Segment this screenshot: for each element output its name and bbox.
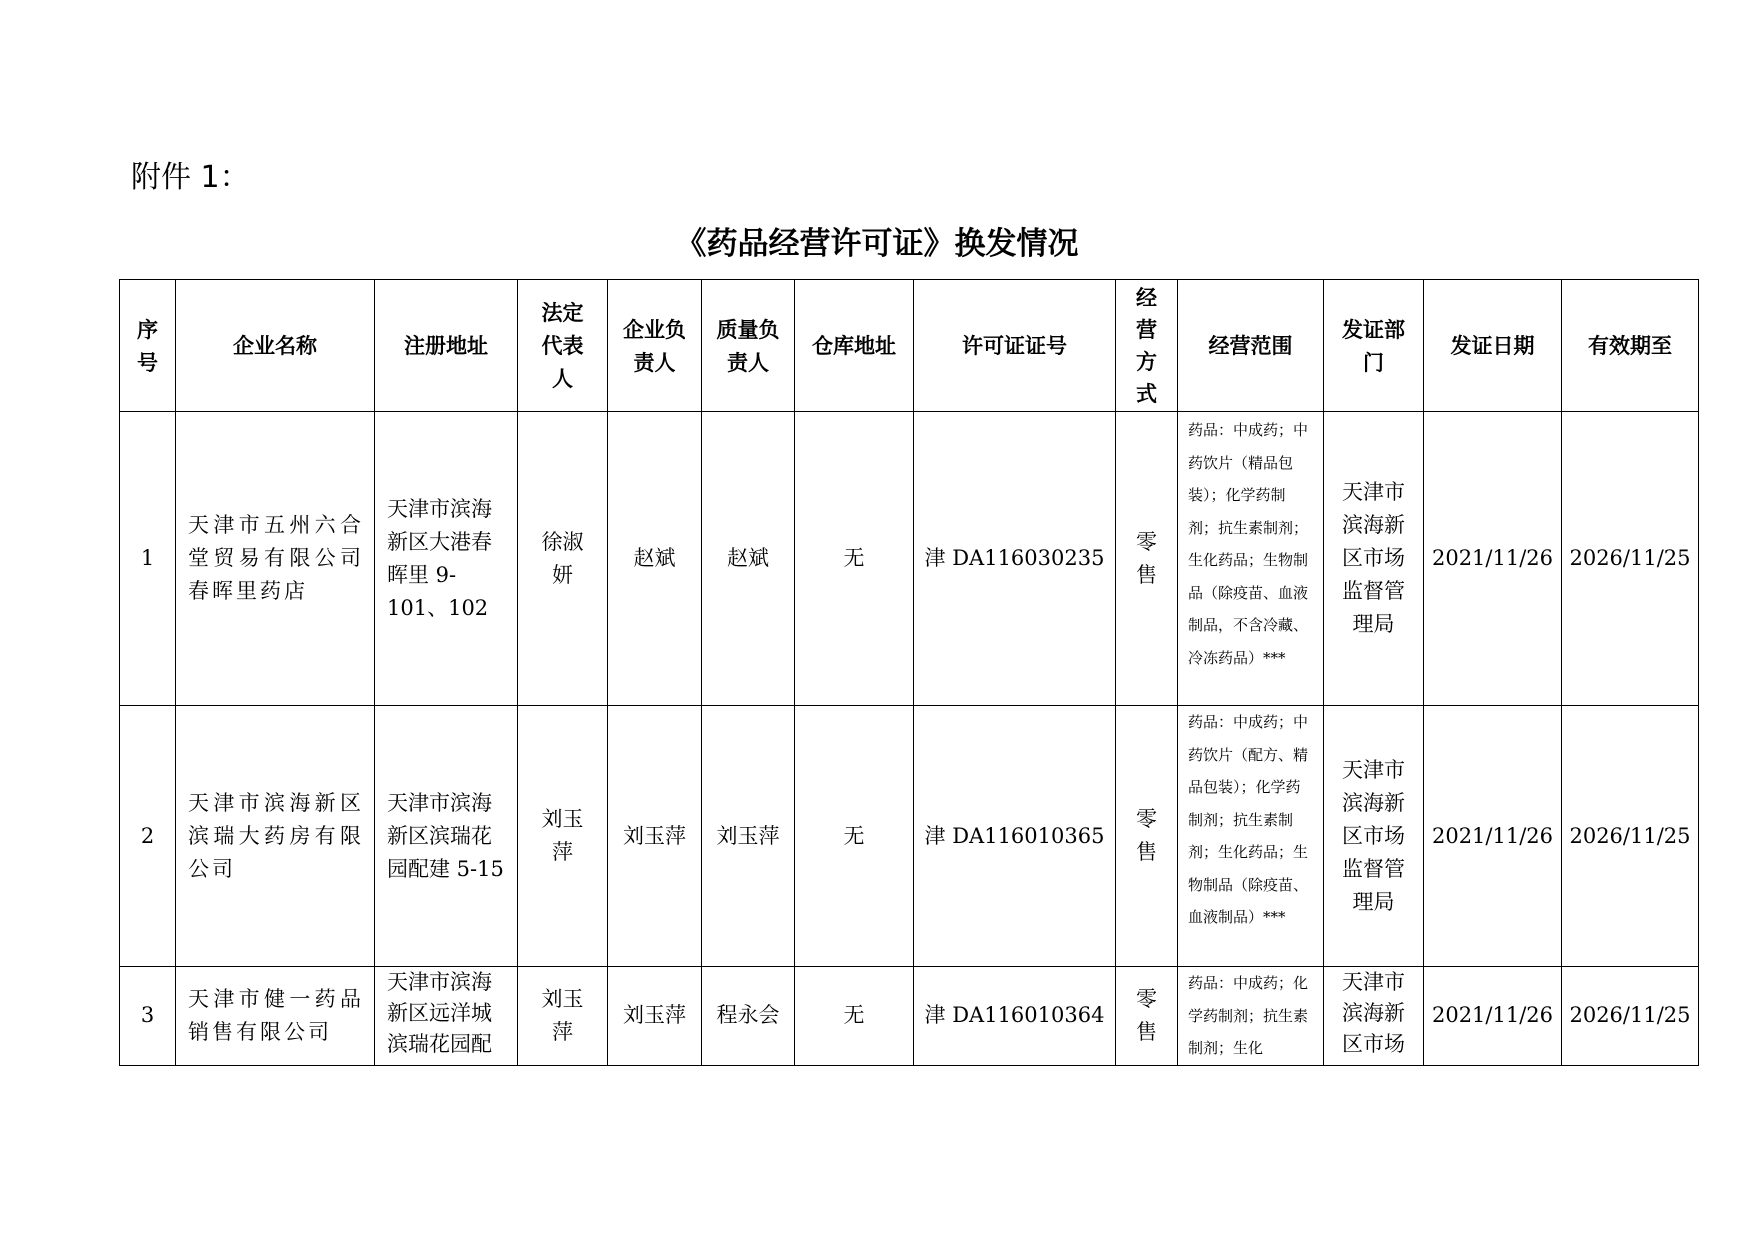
header-cell: 企业名称 [176, 280, 375, 412]
issue-date: 2021/11/26 [1424, 706, 1562, 967]
issue-date: 2021/11/26 [1424, 967, 1562, 1066]
issuing-department: 天津市滨海新区市场监督管理局 [1324, 706, 1424, 967]
issuing-department: 天津市滨海新区市场 [1324, 967, 1424, 1066]
header-cell: 法定代表人 [518, 280, 608, 412]
registered-address: 天津市滨海新区滨瑞花园配建 5-15 [375, 706, 518, 967]
business-mode: 零售 [1116, 706, 1178, 967]
registered-address: 天津市滨海新区远洋城滨瑞花园配 [375, 967, 518, 1066]
header-cell: 企业负责人 [608, 280, 702, 412]
attachment-label: 附件 1： [131, 160, 250, 195]
business-mode: 零售 [1116, 967, 1178, 1066]
document-title: 《药品经营许可证》换发情况 [675, 226, 1079, 262]
header-cell: 许可证证号 [914, 280, 1116, 412]
header-cell: 发证日期 [1424, 280, 1562, 412]
registered-address: 天津市滨海新区大港春晖里 9-101、102 [375, 412, 518, 706]
table-header-row [120, 280, 1699, 412]
issuing-department: 天津市滨海新区市场监督管理局 [1324, 412, 1424, 706]
header-cell: 经营范围 [1178, 280, 1324, 412]
company-name: 天津市滨海新区滨瑞大药房有限公司 [176, 706, 375, 967]
valid-until: 2026/11/25 [1562, 412, 1699, 706]
legal-representative: 刘玉萍 [518, 706, 608, 967]
license-number: 津 DA116010364 [914, 967, 1116, 1066]
business-mode: 零售 [1116, 412, 1178, 706]
license-number: 津 DA116010365 [914, 706, 1116, 967]
enterprise-principal: 刘玉萍 [608, 706, 702, 967]
header-cell: 质量负责人 [702, 280, 795, 412]
legal-representative: 刘玉萍 [518, 967, 608, 1066]
header-cell: 注册地址 [375, 280, 518, 412]
legal-representative: 徐淑妍 [518, 412, 608, 706]
header-cell: 发证部门 [1324, 280, 1424, 412]
table-row [120, 967, 1699, 1066]
enterprise-principal: 赵斌 [608, 412, 702, 706]
row-number: 3 [120, 967, 176, 1066]
enterprise-principal: 刘玉萍 [608, 967, 702, 1066]
header-cell: 序号 [120, 280, 176, 412]
quality-principal: 赵斌 [702, 412, 795, 706]
table-row [120, 412, 1699, 706]
business-scope: 药品：中成药；中药饮片（配方、精品包装）；化学药制剂；抗生素制剂；生化药品；生物制品（除疫苗、血液制品）*** [1178, 706, 1324, 967]
quality-principal: 刘玉萍 [702, 706, 795, 967]
warehouse-address: 无 [795, 706, 914, 967]
warehouse-address: 无 [795, 412, 914, 706]
header-cell: 有效期至 [1562, 280, 1699, 412]
issue-date: 2021/11/26 [1424, 412, 1562, 706]
warehouse-address: 无 [795, 967, 914, 1066]
valid-until: 2026/11/25 [1562, 967, 1699, 1066]
company-name: 天津市五州六合堂贸易有限公司春晖里药店 [176, 412, 375, 706]
row-number: 1 [120, 412, 176, 706]
company-name: 天津市健一药品销售有限公司 [176, 967, 375, 1066]
header-cell: 经营方式 [1116, 280, 1178, 412]
permit-table [119, 279, 1699, 1066]
business-scope: 药品：中成药；中药饮片（精品包装）；化学药制剂；抗生素制剂；生化药品；生物制品（除疫苗、血液制品，不含冷藏、冷冻药品）*** [1178, 412, 1324, 706]
row-number: 2 [120, 706, 176, 967]
header-cell: 仓库地址 [795, 280, 914, 412]
quality-principal: 程永会 [702, 967, 795, 1066]
license-number: 津 DA116030235 [914, 412, 1116, 706]
business-scope: 药品：中成药；化学药制剂；抗生素制剂；生化 [1178, 967, 1324, 1066]
table-row [120, 706, 1699, 967]
valid-until: 2026/11/25 [1562, 706, 1699, 967]
